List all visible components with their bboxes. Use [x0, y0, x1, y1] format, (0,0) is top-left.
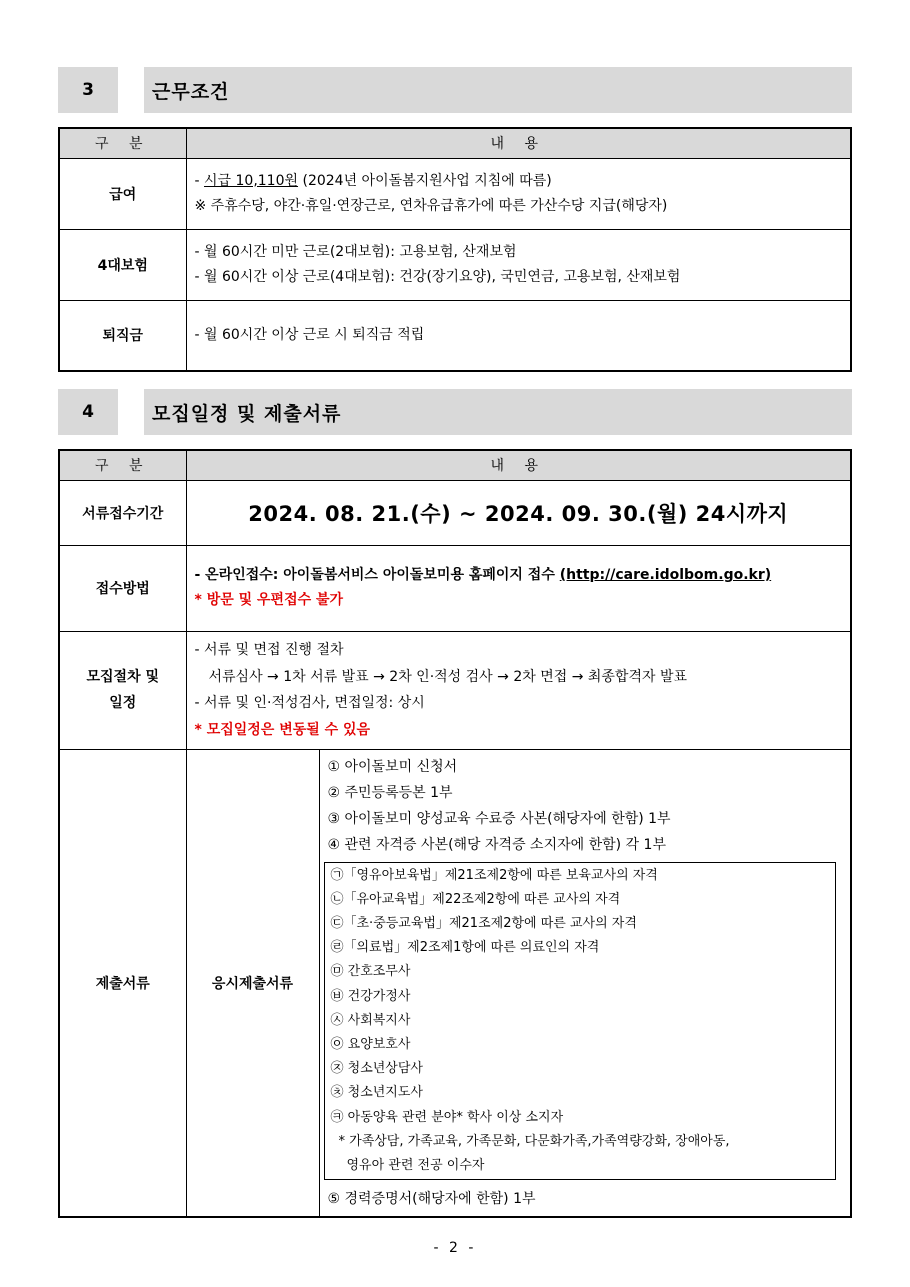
- row-label-procedure: 모집절차 및 일정: [59, 631, 186, 749]
- table-row: [59, 300, 851, 371]
- table-row: [59, 545, 851, 631]
- table-row: [59, 749, 851, 1217]
- recruitment-table: [58, 449, 852, 1218]
- row-content-procedure: - 서류 및 면접 진행 절차 서류심사 → 1차 서류 발표 → 2차 인·적성 검사 → 2차 면접 → 최종합격자 발표 - 서류 및 인·적성검사, 면접일정: 상시 * 모집일정은 변동될 수 있음: [186, 631, 851, 749]
- list-item: ① 아이돌보미 신청서: [327, 758, 458, 775]
- row-label-salary: 급여: [59, 158, 186, 229]
- work-conditions-table: [58, 127, 852, 372]
- header-content: 내 용: [186, 450, 851, 480]
- table-header-row: [59, 450, 851, 480]
- row-sublabel-documents: 응시제출서류: [186, 749, 319, 1217]
- qualification-item: ㉧ 요양보호사: [330, 1036, 411, 1052]
- list-item: ⑤ 경력증명서(해당자에 한함) 1부: [327, 1191, 536, 1208]
- qualification-item: ㉨ 청소년상담사: [330, 1061, 423, 1077]
- homepage-link[interactable]: (http://care.idolbom.go.kr): [559, 567, 772, 583]
- qualification-note: * 가족상담, 가족교육, 가족문화, 다문화가족,가족역량강화, 장애아동,: [338, 1133, 730, 1149]
- section-4-header: [58, 389, 852, 435]
- qualification-note: 영유아 관련 전공 이수자: [346, 1157, 485, 1173]
- row-label-documents: 제출서류: [59, 749, 186, 1217]
- application-period: 2024. 08. 21.(수) ~ 2024. 09. 30.(월) 24시까지: [186, 480, 851, 545]
- row-content-severance: - 월 60시간 이상 근로 시 퇴직금 적립: [186, 300, 851, 371]
- table-row: [59, 631, 851, 749]
- row-content-documents: [319, 749, 851, 1217]
- row-label-period: 서류접수기간: [59, 480, 186, 545]
- table-header-row: [59, 128, 851, 158]
- section-3-header: [58, 67, 852, 113]
- qualification-item: ㉩ 청소년지도사: [330, 1085, 423, 1101]
- qualification-item: ㉡「유아교육법」제22조제2항에 따른 교사의 자격: [330, 891, 621, 907]
- header-label: 구 분: [59, 450, 186, 480]
- row-content-method: - 온라인접수: 아이돌봄서비스 아이돌보미용 홈페이지 접수 (http://care.idolbom.go.kr) * 방문 및 우편접수 불가: [186, 545, 851, 631]
- row-label-severance: 퇴직금: [59, 300, 186, 371]
- section-number: 3: [58, 67, 118, 113]
- list-item: ② 주민등록등본 1부: [327, 784, 453, 801]
- section-title: 근무조건: [144, 67, 852, 113]
- qualification-item: ㉦ 사회복지사: [330, 1012, 411, 1028]
- row-content-salary: - 시급 10,110원 (2024년 아이돌봄지원사업 지침에 따름) ※ 주휴수당, 야간·휴일·연장근로, 연차유급휴가에 따른 가산수당 지급(해당자): [186, 158, 851, 229]
- table-row: [59, 158, 851, 229]
- row-label-insurance: 4대보험: [59, 229, 186, 300]
- list-item: ③ 아이돌보미 양성교육 수료증 사본(해당자에 한함) 1부: [327, 810, 671, 827]
- qualification-box: [324, 862, 836, 1181]
- qualification-item: ㉢「초·중등교육법」제21조제2항에 따른 교사의 자격: [330, 915, 637, 931]
- qualification-item: ㉥ 건강가정사: [330, 988, 411, 1004]
- row-label-method: 접수방법: [59, 545, 186, 631]
- header-content: 내 용: [186, 128, 851, 158]
- page-number: - 2 -: [433, 1240, 477, 1256]
- hourly-wage: 시급 10,110원: [204, 172, 299, 189]
- qualification-item: ㉤ 간호조무사: [330, 964, 411, 980]
- row-content-insurance: - 월 60시간 미만 근로(2대보험): 고용보험, 산재보험 - 월 60시간 이상 근로(4대보험): 건강(장기요양), 국민연금, 고용보험, 산재보험: [186, 229, 851, 300]
- qualification-item: ㉠「영유아보육법」제21조제2항에 따른 보육교사의 자격: [330, 867, 658, 883]
- section-number: 4: [58, 389, 118, 435]
- qualification-item: ㉣「의료법」제2조제1항에 따른 의료인의 자격: [330, 940, 600, 956]
- section-title: 모집일정 및 제출서류: [144, 389, 852, 435]
- qualification-item: ㉪ 아동양육 관련 분야* 학사 이상 소지자: [330, 1109, 564, 1125]
- list-item: ④ 관련 자격증 사본(해당 자격증 소지자에 한함) 각 1부: [327, 836, 666, 853]
- table-row: [59, 229, 851, 300]
- header-label: 구 분: [59, 128, 186, 158]
- table-row: [59, 480, 851, 545]
